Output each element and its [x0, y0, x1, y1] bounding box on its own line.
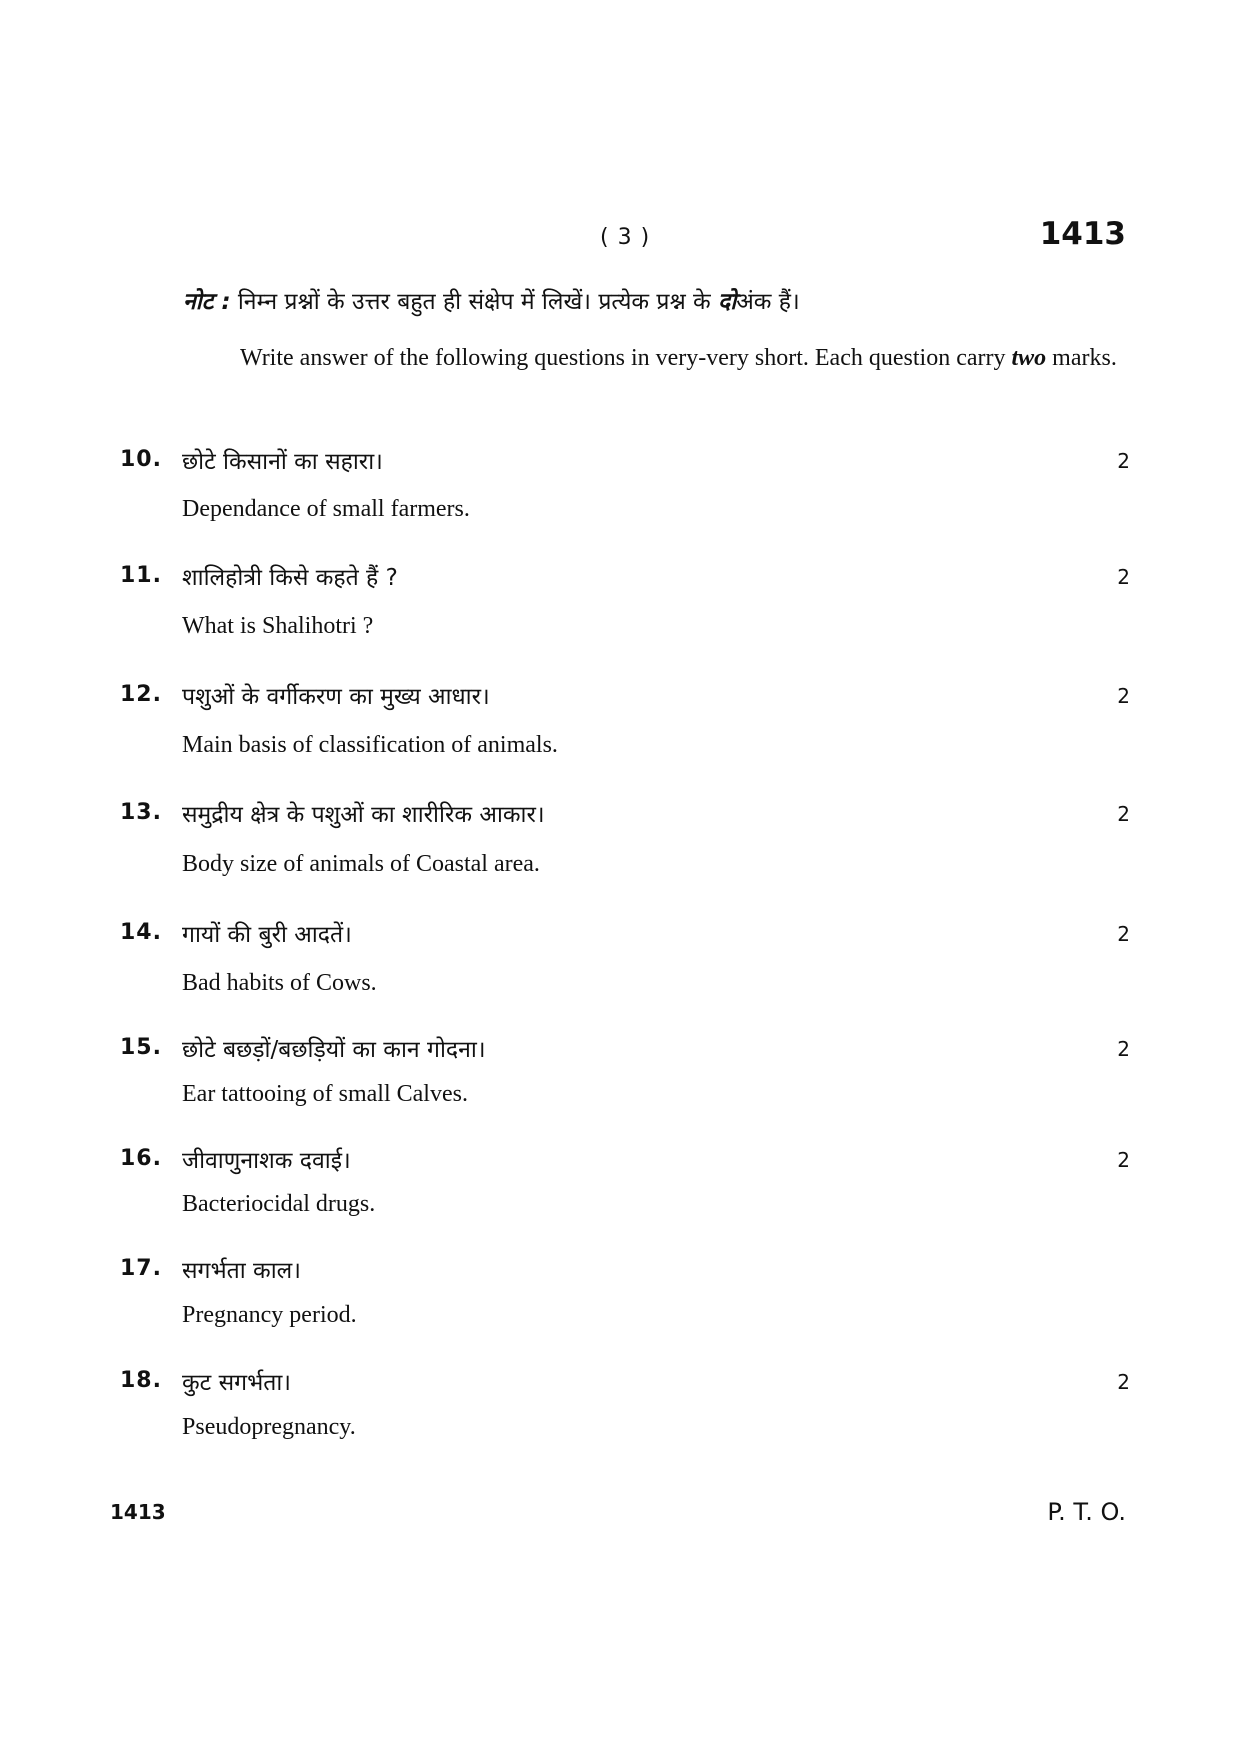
note-hindi-text-1: निम्न प्रश्नों के उत्तर बहुत ही संक्षेप में लिखें। प्रत्येक प्रश्न के: [237, 289, 711, 315]
note-english: [240, 338, 1125, 379]
question-english: What is Shalihotri ?: [182, 613, 374, 639]
question-hindi: समुद्रीय क्षेत्र के पशुओं का शारीरिक आकार।: [182, 802, 545, 828]
note-english-bold: two: [1011, 345, 1047, 371]
question-number: 14.: [120, 920, 162, 945]
question-english: Dependance of small farmers.: [182, 496, 470, 522]
note-hindi-bold: दो: [718, 289, 737, 315]
question-marks: 2: [1117, 1370, 1130, 1394]
question-hindi: शालिहोत्री किसे कहते हैं ?: [182, 565, 398, 591]
question-number: 17.: [120, 1256, 162, 1281]
question-hindi: सगर्भता काल।: [182, 1258, 301, 1284]
question-english: Body size of animals of Coastal area.: [182, 851, 540, 877]
note-hindi-text-2: अंक हैं।: [736, 289, 800, 315]
question-marks: 2: [1117, 1037, 1130, 1061]
paper-code-header: 1413: [1039, 216, 1126, 252]
question-marks: 2: [1117, 922, 1130, 946]
question-number: 11.: [120, 563, 162, 588]
question-marks: 2: [1117, 802, 1130, 826]
question-hindi: पशुओं के वर्गीकरण का मुख्य आधार।: [182, 684, 490, 710]
question-hindi: छोटे किसानों का सहारा।: [182, 449, 383, 475]
question-number: 15.: [120, 1035, 162, 1060]
question-english: Bad habits of Cows.: [182, 970, 377, 996]
note-english-text-1: Write answer of the following questions in very-very short. Each question carry: [240, 345, 1006, 371]
question-number: 10.: [120, 447, 162, 472]
question-marks: 2: [1117, 1148, 1130, 1172]
question-marks: 2: [1117, 565, 1130, 589]
question-hindi: जीवाणुनाशक दवाई।: [182, 1148, 351, 1174]
question-marks: 2: [1117, 684, 1130, 708]
question-number: 18.: [120, 1368, 162, 1393]
question-english: Main basis of classification of animals.: [182, 732, 558, 758]
question-hindi: कुट सगर्भता।: [182, 1370, 292, 1396]
question-english: Ear tattooing of small Calves.: [182, 1081, 468, 1107]
note-english-text-2: marks.: [1052, 345, 1117, 371]
pto-label: P. T. O.: [1047, 1498, 1126, 1526]
question-hindi: छोटे बछड़ों/बछड़ियों का कान गोदना।: [182, 1037, 486, 1063]
question-number: 12.: [120, 682, 162, 707]
note-hindi: [183, 284, 800, 316]
page-number: ( 3 ): [600, 225, 651, 250]
question-marks: 2: [1117, 449, 1130, 473]
note-label: नोट :: [183, 289, 231, 315]
question-english: Pregnancy period.: [182, 1302, 357, 1328]
question-english: Pseudopregnancy.: [182, 1414, 356, 1440]
question-number: 16.: [120, 1146, 162, 1171]
question-hindi: गायों की बुरी आदतें।: [182, 922, 352, 948]
question-number: 13.: [120, 800, 162, 825]
paper-code-footer: 1413: [110, 1500, 166, 1524]
question-english: Bacteriocidal drugs.: [182, 1191, 376, 1217]
